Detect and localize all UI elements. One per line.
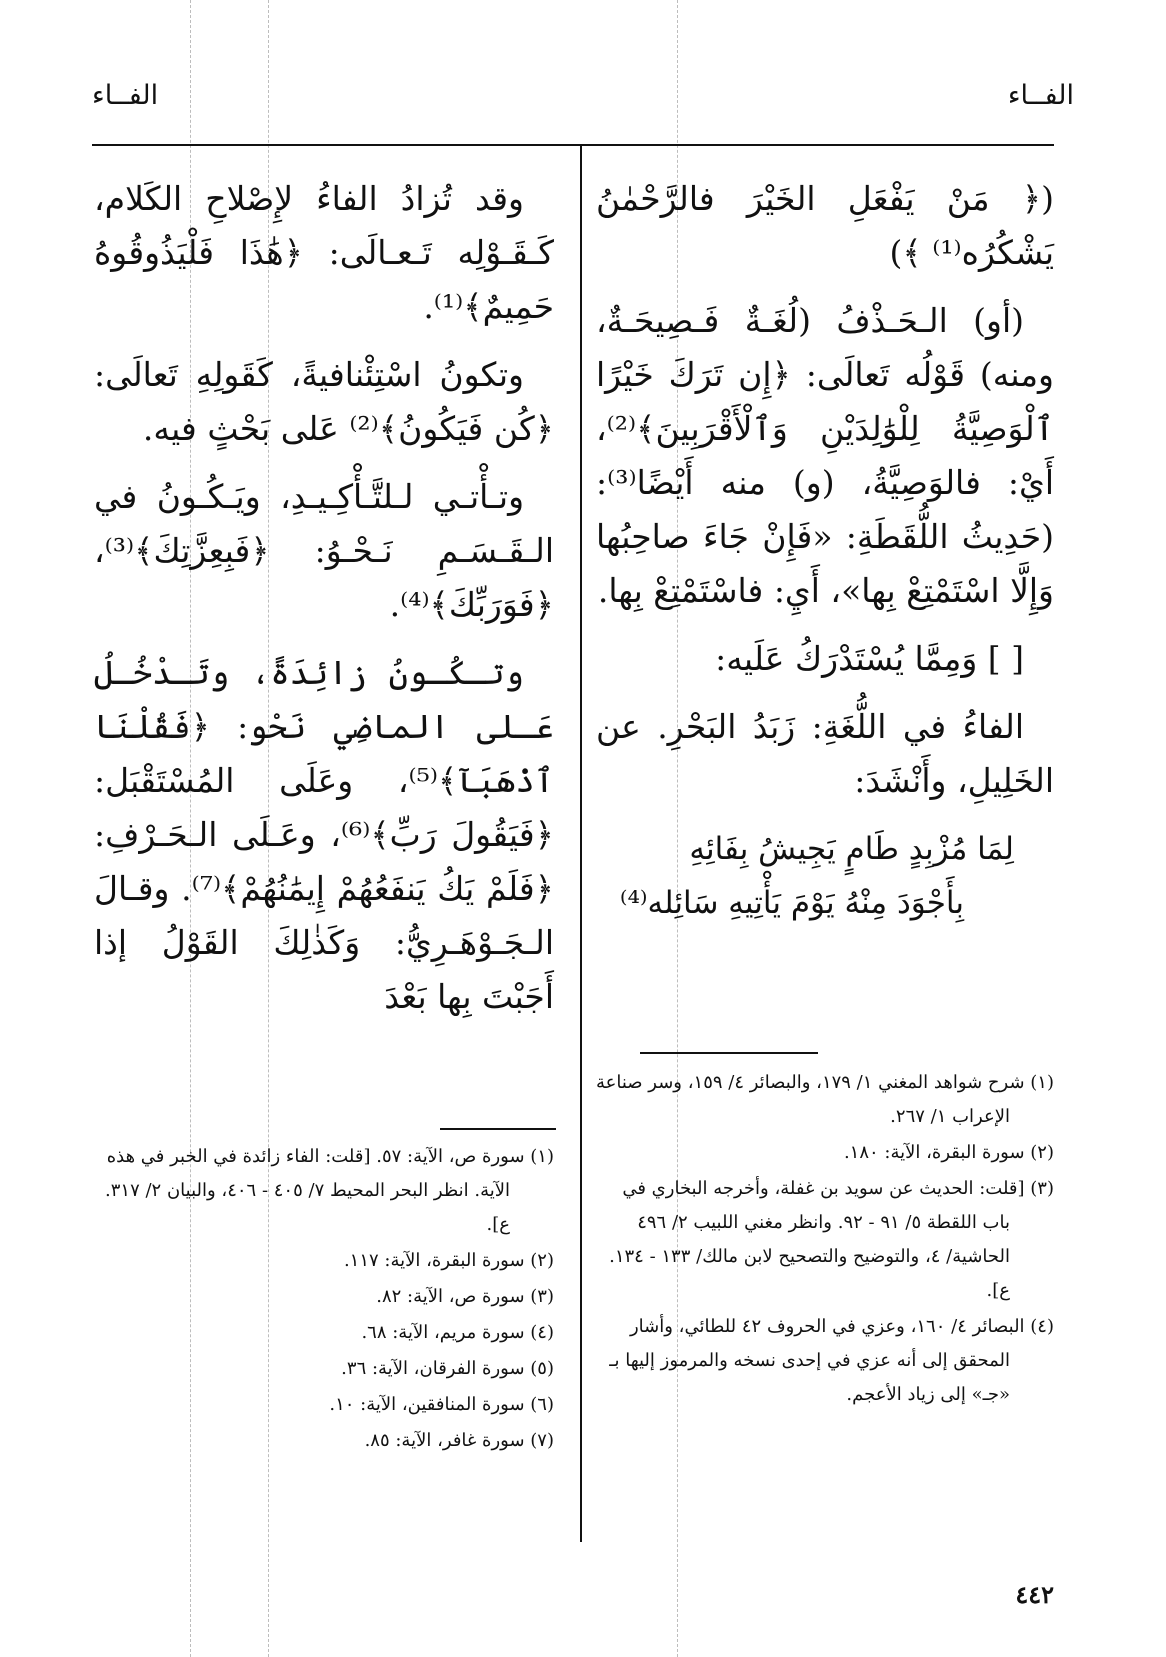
verse-line: لِمَا مُزْبِدٍ طَامٍ يَجِيشُ بِفَائِهِ — [689, 831, 1014, 867]
footnotes-left — [94, 1140, 554, 1460]
page-number: ٤٤٢ — [1015, 1580, 1054, 1609]
footnote: (٢) سورة البقرة، الآية: ١٨٠. — [843, 1142, 1054, 1163]
footnote: (٤) سورة مريم، الآية: ٦٨. — [361, 1322, 554, 1343]
footnote: (١) سورة ص، الآية: ٥٧. [قلت: الفاء زائدة في الخبر في هذه الآية. انظر البحر المحيط ٧/ ٤٠٥ - ٤٠٦، والبيان ٢/ ٣١٧. ع]. — [105, 1146, 554, 1235]
paragraph: وتكونُ اسْتِئْنافيةً، كَقَولِهِ تَعالَى: ﴿كُن فَيَكُونُ﴾⁽²⁾ عَلى بَحْثٍ فيه. — [94, 355, 554, 448]
footnote: (٥) سورة الفرقان، الآية: ٣٦. — [341, 1358, 554, 1379]
footnote: (٣) [قلت: الحديث عن سويد بن غفلة، وأخرجه البخاري في باب اللقطة ٥/ ٩١ - ٩٢. وانظر مغني اللبيب ٢/ ٤٩٦ الحاشية/ ٤، والتوضيح والتصحيح لابن مالك/ ١٣٣ - ١٣٤. ع]. — [609, 1178, 1054, 1301]
footnote-rule — [440, 1128, 556, 1130]
left-column — [94, 172, 554, 1038]
column-divider — [580, 145, 582, 1542]
paragraph: (﴿ مَنْ يَفْعَلِ الخَيْرَ فالرَّحْمٰنُ يَشْكُرُه⁽¹⁾ ﴾) — [596, 179, 1054, 272]
running-header-left: الفــاء — [92, 80, 159, 111]
footnote: (٤) البصائر ٤/ ١٦٠، وعزي في الحروف ٤٢ للطائي، وأشار المحقق إلى أنه عزي في إحدى نسخه والمرموز إليها بـ «جـ» إلى زياد الأعجم. — [609, 1316, 1054, 1405]
paragraph: [ ] وَمِمَّا يُسْتَدْرَكُ عَلَيه: — [715, 639, 1024, 678]
footnote: (٢) سورة البقرة، الآية: ١١٧. — [343, 1250, 554, 1271]
paragraph: وتـكُـونُ زائِدَةً، وتَـدْخُـلُ عَـلى الماضِي نَحْو: ﴿فَقُلْنَا ٱذْهَبَآ﴾⁽⁵⁾، وعَلَى المُسْتَقْبَل: ﴿فَيَقُولَ رَبِّ﴾⁽⁶⁾، وعَـلَى الـحَـرْفِ: ﴿فَلَمْ يَكُ يَنفَعُهُمْ إِيمَٰنُهُمْ﴾⁽⁷⁾. وقـالَ الـجَـوْهَـرِيُّ: وَكَذٰلِكَ القَوْلُ إذا أَجَبْتَ بِها بَعْدَ — [94, 653, 554, 1016]
paragraph: (أو) الـحَـذْفُ (لُغَـةٌ فَـصِيحَـةٌ، ومنه) قَوْلُه تَعالَى: ﴿إِن تَرَكَ خَيْرًا ٱلْوَصِيَّةُ لِلْوَٰلِدَيْنِ وَٱلْأَقْرَبِينَ﴾⁽²⁾، أَيْ: فالوَصِيَّةُ، (و) منه أَيْضًا⁽³⁾: (حَدِيثُ اللُّقَطَةِ: «فَإِنْ جَاءَ صاحِبُها وَإِلَّا اسْتَمْتِعْ بِها»، أَيِ: فاسْتَمْتِعْ بِها. — [596, 301, 1054, 610]
right-column — [596, 172, 1054, 930]
footnote: (٣) سورة ص، الآية: ٨٢. — [376, 1286, 554, 1307]
header-rule — [92, 144, 1054, 146]
paragraph: الفاءُ في اللُّغَةِ: زَبَدُ البَحْرِ. عن الخَلِيلِ، وأَنْشَدَ: — [596, 707, 1054, 800]
footnote: (٧) سورة غافر، الآية: ٨٥. — [364, 1430, 554, 1451]
running-header-right: الفــاء — [1007, 80, 1074, 111]
footnotes-right — [596, 1066, 1054, 1414]
footnote: (٦) سورة المنافقين، الآية: ١٠. — [329, 1394, 554, 1415]
verse-line: بِأَجْوَدَ مِنْهُ يَوْمَ يَأْتِيهِ سَائِله⁽⁴⁾ — [619, 885, 964, 921]
footnote-rule — [640, 1052, 818, 1054]
paragraph: وتـأْتـي لـلتَّـأْكِـيـدِ، ويَـكُـونُ في الـقَـسَـمِ نَـحْـوُ: ﴿فَبِعِزَّتِكَ﴾⁽³⁾، ﴿فَوَرَبِّكَ﴾⁽⁴⁾. — [94, 477, 554, 624]
footnote: (١) شرح شواهد المغني ١/ ١٧٩، والبصائر ٤/ ١٥٩، وسر صناعة الإعراب ١/ ٢٦٧. — [595, 1072, 1054, 1127]
paragraph: وقد تُزادُ الفاءُ لإِصْلاحِ الكَلام، كَـقَـوْلِه تَـعـالَى: ﴿هَٰذَا فَلْيَذُوقُوهُ حَمِيمٌ﴾⁽¹⁾. — [94, 179, 554, 326]
